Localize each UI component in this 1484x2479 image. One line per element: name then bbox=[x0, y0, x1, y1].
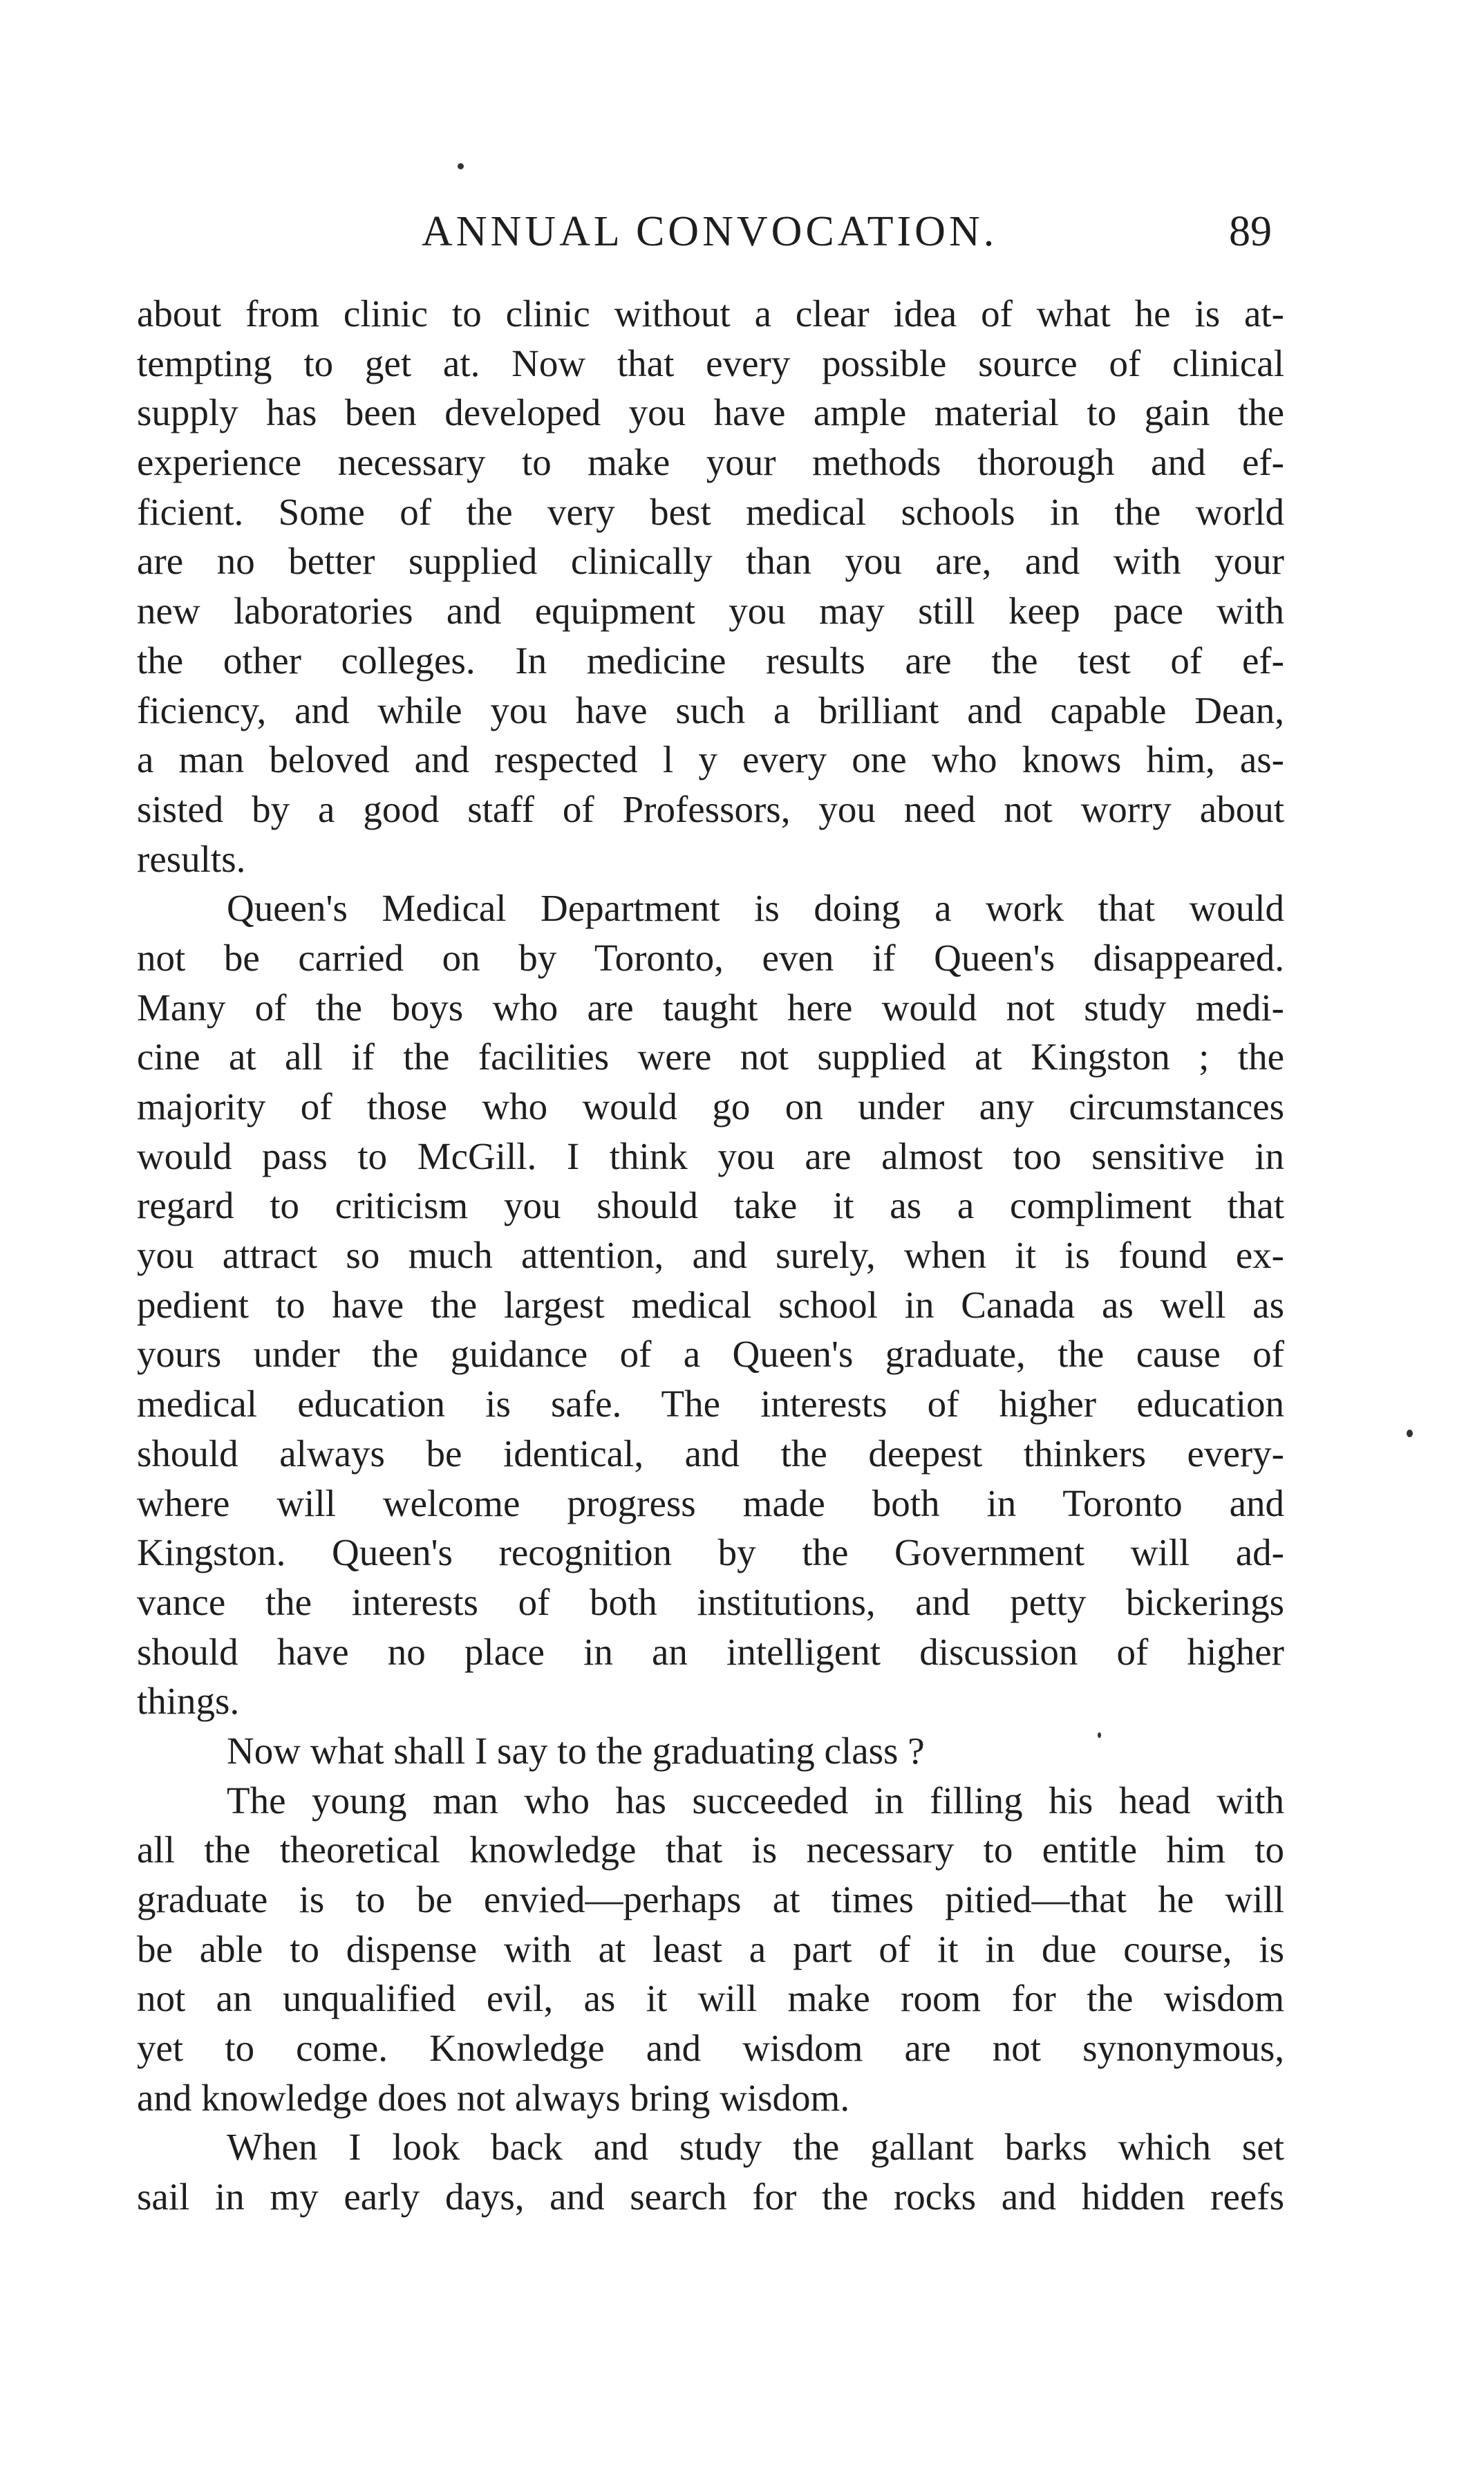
text-line: sisted by a good staff of Professors, you need not worry about bbox=[137, 787, 1284, 830]
text-line: not be carried on by Toronto, even if Queen's disappeared. bbox=[137, 936, 1284, 979]
text-line: should always be identical, and the deepest thinkers every- bbox=[137, 1432, 1284, 1475]
text-line: where will welcome progress made both in Toronto and bbox=[137, 1481, 1284, 1524]
text-line: supply has been developed you have ample material to gain the bbox=[137, 391, 1284, 434]
print-speck bbox=[1407, 1430, 1413, 1437]
text-line: things. bbox=[137, 1680, 240, 1723]
text-line: tempting to get at. Now that every possible source of clinical bbox=[137, 342, 1284, 384]
text-line: the other colleges. In medicine results are the test of ef- bbox=[137, 639, 1284, 682]
body-text bbox=[137, 289, 1284, 2222]
text-line: and knowledge does not always bring wisdom. bbox=[137, 2076, 850, 2119]
text-line: sail in my early days, and search for the rocks and hidden reefs bbox=[137, 2176, 1284, 2218]
text-line: yet to come. Knowledge and wisdom are not synonymous, bbox=[137, 2027, 1284, 2070]
text-line: Kingston. Queen's recognition by the Government will ad- bbox=[137, 1531, 1284, 1574]
text-line: you attract so much attention, and surely, when it is found ex- bbox=[137, 1234, 1284, 1277]
text-line: would pass to McGill. I think you are almost too sensitive in bbox=[137, 1134, 1284, 1177]
text-line: medical education is safe. The interests of higher education bbox=[137, 1383, 1284, 1425]
text-line: experience necessary to make your methods thorough and ef- bbox=[137, 441, 1284, 484]
text-line: Now what shall I say to the graduating class ? bbox=[227, 1729, 925, 1772]
text-line: are no better supplied clinically than you are, and with your bbox=[137, 540, 1284, 583]
text-line: Many of the boys who are taught here would not study medi- bbox=[137, 986, 1284, 1029]
text-line: vance the interests of both institutions, and petty bickerings bbox=[137, 1580, 1284, 1623]
text-line: results. bbox=[137, 837, 246, 880]
text-line: should have no place in an intelligent discussion of higher bbox=[137, 1630, 1284, 1673]
text-line: cine at all if the facilities were not supplied at Kingston ; the bbox=[137, 1036, 1284, 1078]
text-line: yours under the guidance of a Queen's graduate, the cause of bbox=[137, 1333, 1284, 1376]
text-line: graduate is to be envied—perhaps at times pitied—that he will bbox=[137, 1878, 1284, 1920]
text-line: regard to criticism you should take it as a compliment that bbox=[137, 1184, 1284, 1227]
text-line: be able to dispense with at least a part of it in due course, is bbox=[137, 1927, 1284, 1970]
text-line: all the theoretical knowledge that is necessary to entitle him to bbox=[137, 1828, 1284, 1871]
text-line: The young man who has succeeded in filling his head with bbox=[227, 1779, 1284, 1822]
text-line: new laboratories and equipment you may still keep pace with bbox=[137, 590, 1284, 633]
text-line: ficient. Some of the very best medical schools in the world bbox=[137, 490, 1284, 533]
print-speck bbox=[458, 163, 464, 169]
running-title: ANNUAL CONVOCATION. bbox=[422, 208, 998, 255]
running-head bbox=[138, 207, 1286, 270]
text-line: about from clinic to clinic without a clear idea of what he is at- bbox=[137, 292, 1284, 335]
text-line: Queen's Medical Department is doing a work that would bbox=[227, 887, 1284, 930]
text-line: pedient to have the largest medical school in Canada as well as bbox=[137, 1283, 1284, 1326]
text-line: When I look back and study the gallant barks which set bbox=[227, 2126, 1284, 2169]
page-number: 89 bbox=[1229, 208, 1272, 255]
text-line: not an unqualified evil, as it will make room for the wisdom bbox=[137, 1977, 1284, 2020]
text-line: a man beloved and respected l y every one who knows him, as- bbox=[137, 738, 1284, 781]
text-line: ficiency, and while you have such a brilliant and capable Dean, bbox=[137, 689, 1284, 731]
text-line: majority of those who would go on under any circumstances bbox=[137, 1085, 1284, 1128]
